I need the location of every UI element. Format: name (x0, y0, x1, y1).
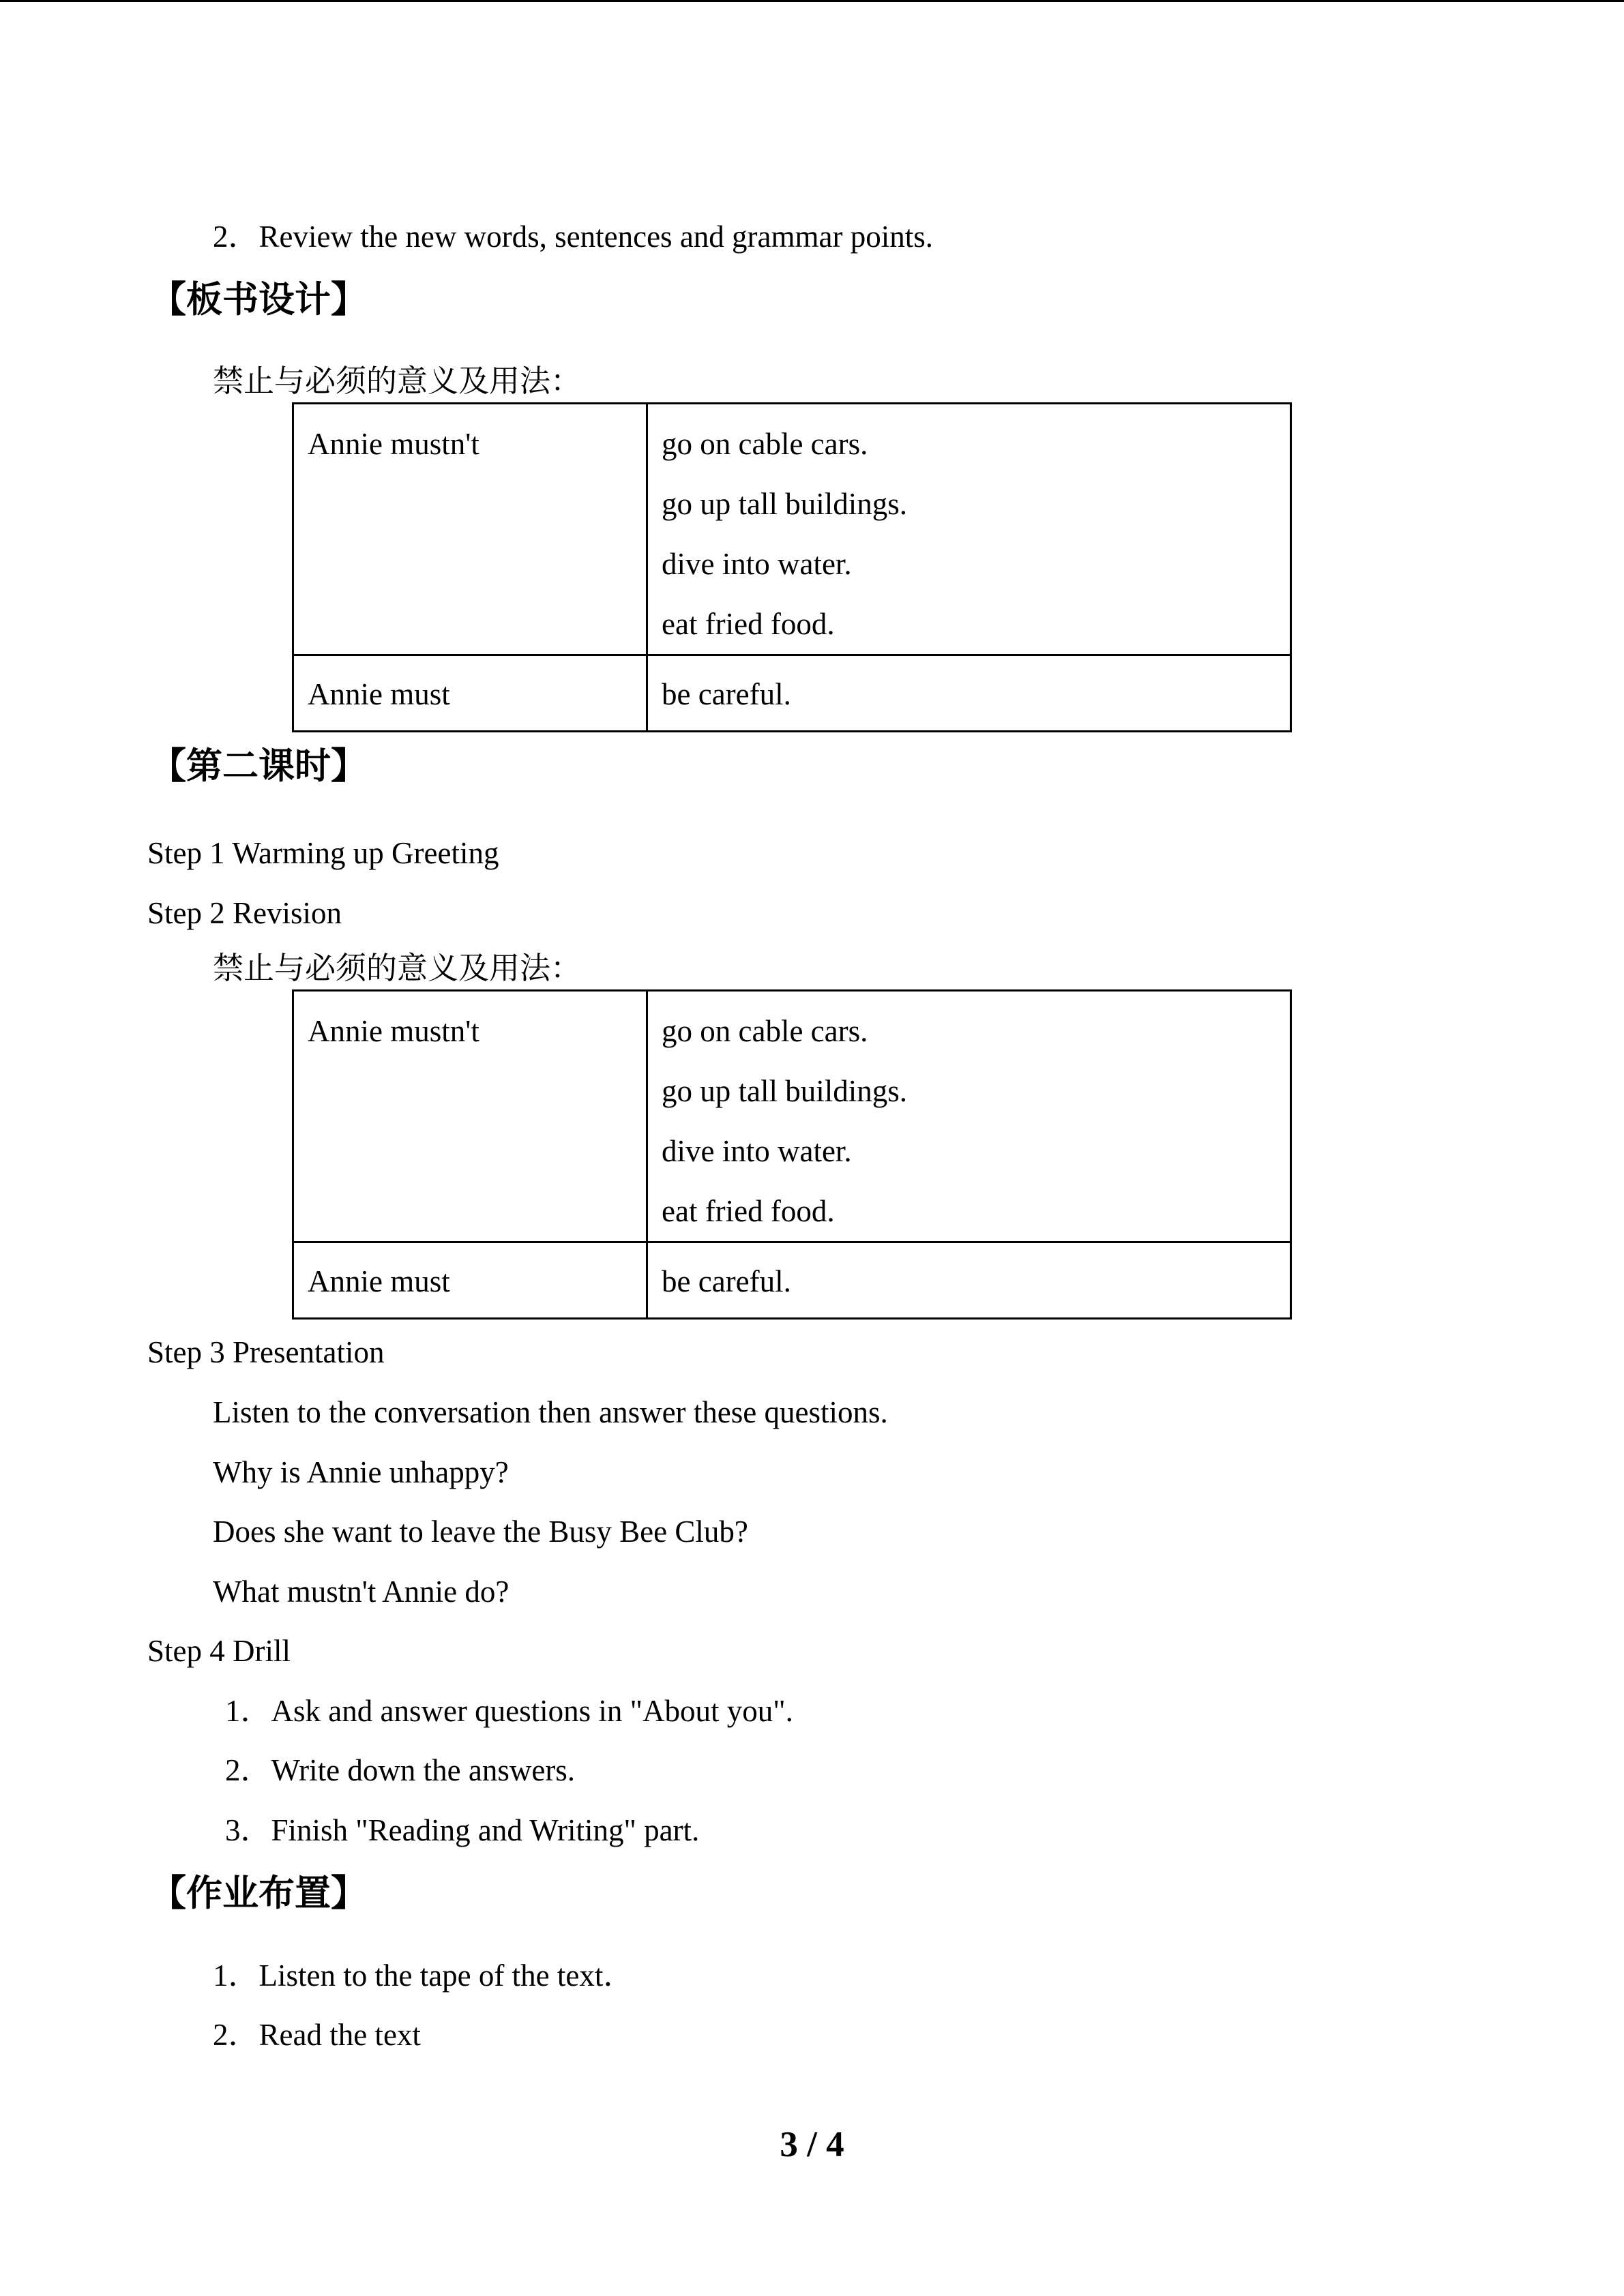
homework-item: 2．Read the text (213, 2018, 421, 2052)
step3-line: What mustn't Annie do? (213, 1575, 510, 1609)
board-design-heading: 【板书设计】 (150, 279, 367, 320)
step3-text: Step 3 Presentation (147, 1335, 385, 1369)
table-cell-subject: Annie must (293, 1242, 647, 1319)
table-row (293, 404, 1291, 655)
step3-line: Does she want to leave the Busy Bee Club? (213, 1515, 748, 1549)
homework-item: 1．Listen to the tape of the text． (213, 1958, 634, 1993)
step4-text: Step 4 Drill (147, 1634, 291, 1668)
top-border-line (0, 0, 1624, 2)
board-design-table (292, 402, 1292, 732)
review-item: 2．Review the new words, sentences and grammar points. (213, 220, 933, 254)
action-line: go on cable cars. (662, 1014, 868, 1048)
table-row (293, 1242, 1291, 1319)
action-line: eat fried food. (662, 1194, 835, 1228)
table-row (293, 655, 1291, 732)
revision-table (292, 989, 1292, 1320)
table-cell-actions (647, 404, 1291, 655)
revision-caption: 禁止与必须的意义及用法： (213, 951, 582, 985)
action-line: go on cable cars. (662, 427, 868, 461)
board-design-caption: 禁止与必须的意义及用法： (213, 364, 582, 398)
action-line: go up tall buildings. (662, 487, 907, 521)
action-line: eat fried food. (662, 607, 835, 641)
step3-line: Why is Annie unhappy? (213, 1455, 509, 1489)
table-cell-subject: Annie must (293, 655, 647, 732)
table-cell-subject: Annie mustn't (293, 404, 647, 655)
table-cell-actions: be careful. (647, 655, 1291, 732)
step3-line: Listen to the conversation then answer these questions. (213, 1395, 888, 1429)
step1-text: Step 1 Warming up Greeting (147, 836, 499, 870)
table-cell-subject: Annie mustn't (293, 991, 647, 1242)
action-line: dive into water. (662, 1134, 852, 1168)
action-line: dive into water. (662, 547, 852, 581)
step4-line: 3．Finish "Reading and Writing" part. (225, 1813, 700, 1847)
action-line: go up tall buildings. (662, 1074, 907, 1108)
lesson2-heading: 【第二课时】 (150, 745, 367, 787)
page-number: 3 / 4 (780, 2125, 844, 2164)
step4-line: 2．Write down the answers. (225, 1753, 576, 1787)
table-row (293, 991, 1291, 1242)
table-cell-actions (647, 991, 1291, 1242)
homework-heading: 【作业布置】 (150, 1873, 367, 1914)
table-cell-actions: be careful. (647, 1242, 1291, 1319)
step2-text: Step 2 Revision (147, 896, 342, 930)
step4-line: 1．Ask and answer questions in "About you". (225, 1694, 793, 1728)
